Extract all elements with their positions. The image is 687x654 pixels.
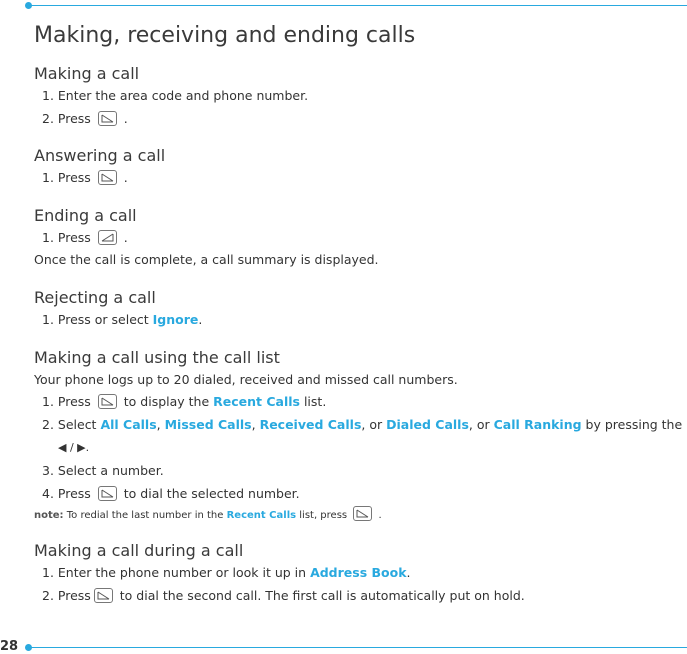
heading-ending-a-call: Ending a call (34, 205, 137, 225)
making-step-2: 2. Press . (42, 110, 128, 126)
recent-calls-label: Recent Calls (213, 394, 300, 410)
send-key-icon (353, 506, 372, 521)
page-number: 28 (0, 639, 19, 654)
call-ranking-label: Call Ranking (493, 416, 582, 432)
send-key-icon (98, 170, 117, 185)
call-list-step-2: 2. Select All Calls, Missed Calls, Received Calls, or Dialed Calls, or Call Ranking by pressing the (42, 416, 683, 432)
heading-call-list: Making a call using the call list (34, 347, 280, 367)
rejecting-step-1: 1. Press or select Ignore. (42, 311, 203, 327)
send-key-icon (98, 394, 117, 409)
missed-calls-label: Missed Calls (164, 416, 252, 432)
received-calls-label: Received Calls (259, 416, 362, 432)
ending-step-1: 1. Press . (42, 229, 128, 245)
send-key-icon (94, 588, 113, 603)
page-content (34, 20, 683, 607)
address-book-label: Address Book (310, 565, 407, 581)
call-list-step-4: 4. Press to dial the selected number. (42, 485, 300, 501)
bottom-rule (27, 647, 687, 648)
during-step-2: 2. Press to dial the second call. The first call is automatically put on hold. (42, 587, 525, 603)
left-right-arrow-icon: ◀ / ▶. (58, 441, 90, 455)
call-list-step-3: 3. Select a number. (42, 462, 164, 478)
page-title: Making, receiving and ending calls (34, 23, 416, 48)
navigation-arrows (34, 436, 674, 460)
ending-summary: Once the call is complete, a call summary is displayed. (34, 252, 379, 268)
call-list-step-1: 1. Press to display the Recent Calls list. (42, 394, 327, 410)
top-rule (27, 5, 687, 6)
send-key-icon (98, 111, 117, 126)
heading-answering-a-call: Answering a call (34, 146, 166, 166)
note-recent-calls-label: Recent Calls (226, 510, 297, 522)
making-step-1: 1. Enter the area code and phone number. (42, 88, 309, 103)
ignore-label: Ignore (152, 311, 199, 327)
end-key-icon (98, 230, 117, 245)
redial-note: note: To redial the last number in the Recent Calls list, press . (34, 505, 674, 527)
send-key-icon (98, 486, 117, 501)
heading-call-during-call: Making a call during a call (34, 541, 244, 561)
heading-rejecting-a-call: Rejecting a call (34, 287, 156, 307)
dialed-calls-label: Dialed Calls (386, 416, 469, 432)
answering-step-1: 1. Press . (42, 170, 128, 186)
during-step-1: 1. Enter the phone number or look it up in Address Book. (42, 565, 411, 581)
call-list-intro: Your phone logs up to 20 dialed, received and missed call numbers. (34, 371, 458, 387)
note-label: note: (34, 510, 64, 522)
bottom-rule-dot (25, 644, 32, 651)
top-rule-dot (25, 2, 32, 9)
heading-making-a-call: Making a call (34, 64, 140, 83)
all-calls-label: All Calls (100, 416, 157, 432)
